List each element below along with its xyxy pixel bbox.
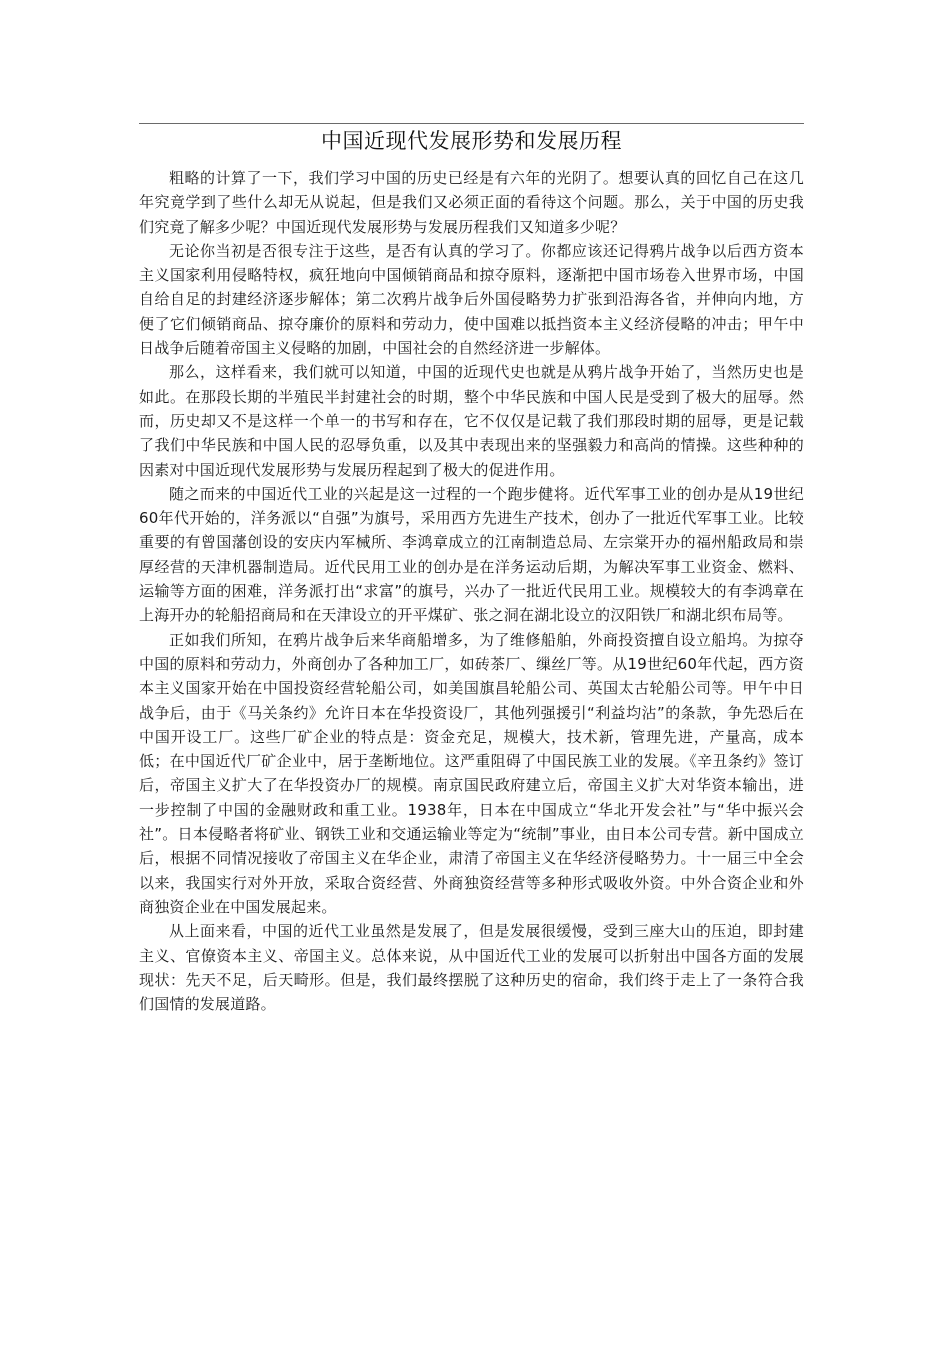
paragraph-3: 那么，这样看来，我们就可以知道，中国的近现代史也就是从鸦片战争开始了，当然历史也是如此。在那段长期的半殖民半封建社会的时期，整个中华民族和中国人民是受到了极大的屈辱。然而，历史却又不是这样一个单一的书写和存在，它不仅仅是记载了我们那段时期的屈辱，更是记载了我们中华民族和中国人民的忍辱负重，以及其中表现出来的坚强毅力和高尚的情操。这些种种的因素对中国近现代发展形势与发展历程起到了极大的促进作用。 [139, 363, 804, 479]
document-body [139, 166, 804, 1016]
paragraph-4: 随之而来的中国近代工业的兴起是这一过程的一个跑步健将。近代军事工业的创办是从19世纪60年代开始的，洋务派以“自强”为旗号，采用西方先进生产技术，创办了一批近代军事工业。比较重要的有曾国藩创设的安庆内军械所、李鸿章成立的江南制造总局、左宗棠开办的福州船政局和崇厚经营的天津机器制造局。近代民用工业的创办是在洋务运动后期，为解决军事工业资金、燃料、运输等方面的困难，洋务派打出“求富”的旗号，兴办了一批近代民用工业。规模较大的有李鸿章在上海开办的轮船招商局和在天津设立的开平煤矿、张之洞在湖北设立的汉阳铁厂和湖北织布局等。 [139, 484, 804, 625]
document-title: 中国近现代发展形势和发展历程 [321, 129, 622, 153]
header-rule [139, 123, 804, 124]
paragraph-5: 正如我们所知，在鸦片战争后来华商船增多，为了维修船舶，外商投资擅自设立船坞。为掠夺中国的原料和劳动力，外商创办了各种加工厂，如砖茶厂、缫丝厂等。从19世纪60年代起，西方资本主义国家开始在中国投资经营轮船公司，如美国旗昌轮船公司、英国太古轮船公司等。甲午中日战争后，由于《马关条约》允许日本在华投资设厂，其他列强援引“利益均沾”的条款，争先恐后在中国开设工厂。这些厂矿企业的特点是：资金充足，规模大，技术新，管理先进，产量高，成本低；在中国近代厂矿企业中，居于垄断地位。这严重阻碍了中国民族工业的发展。《辛丑条约》签订后，帝国主义扩大了在华投资办厂的规模。南京国民政府建立后，帝国主义扩大对华资本输出，进一步控制了中国的金融财政和重工业。1938年，日本在中国成立“华北开发会社”与“华中振兴会社”。日本侵略者将矿业、钢铁工业和交通运输业等定为“统制”事业，由日本公司专营。新中国成立后，根据不同情况接收了帝国主义在华企业，肃清了帝国主义在华经济侵略势力。十一届三中全会以来，我国实行对外开放，采取合资经营、外商独资经营等多种形式吸收外资。中外合资企业和外商独资企业在中国发展起来。 [139, 630, 804, 916]
paragraph-1: 粗略的计算了一下，我们学习中国的历史已经是有六年的光阴了。想要认真的回忆自己在这几年究竟学到了些什么却无从说起，但是我们又必须正面的看待这个问题。那么，关于中国的历史我们究竟了解多少呢？中国近现代发展形势与发展历程我们又知道多少呢？ [139, 169, 804, 236]
paragraph-2: 无论你当初是否很专注于这些，是否有认真的学习了。你都应该还记得鸦片战争以后西方资本主义国家利用侵略特权，疯狂地向中国倾销商品和掠夺原料，逐渐把中国市场卷入世界市场，中国自给自足的封建经济逐步解体；第二次鸦片战争后外国侵略势力扩张到沿海各省，并伸向内地，方便了它们倾销商品、掠夺廉价的原料和劳动力，使中国难以抵挡资本主义经济侵略的冲击；甲午中日战争后随着帝国主义侵略的加剧，中国社会的自然经济进一步解体。 [139, 241, 804, 358]
paragraph-6: 从上面来看，中国的近代工业虽然是发展了，但是发展很缓慢，受到三座大山的压迫，即封建主义、官僚资本主义、帝国主义。总体来说，从中国近代工业的发展可以折射出中国各方面的发展现状：先天不足，后天畸形。但是，我们最终摆脱了这种历史的宿命，我们终于走上了一条符合我们国情的发展道路。 [139, 922, 804, 1014]
